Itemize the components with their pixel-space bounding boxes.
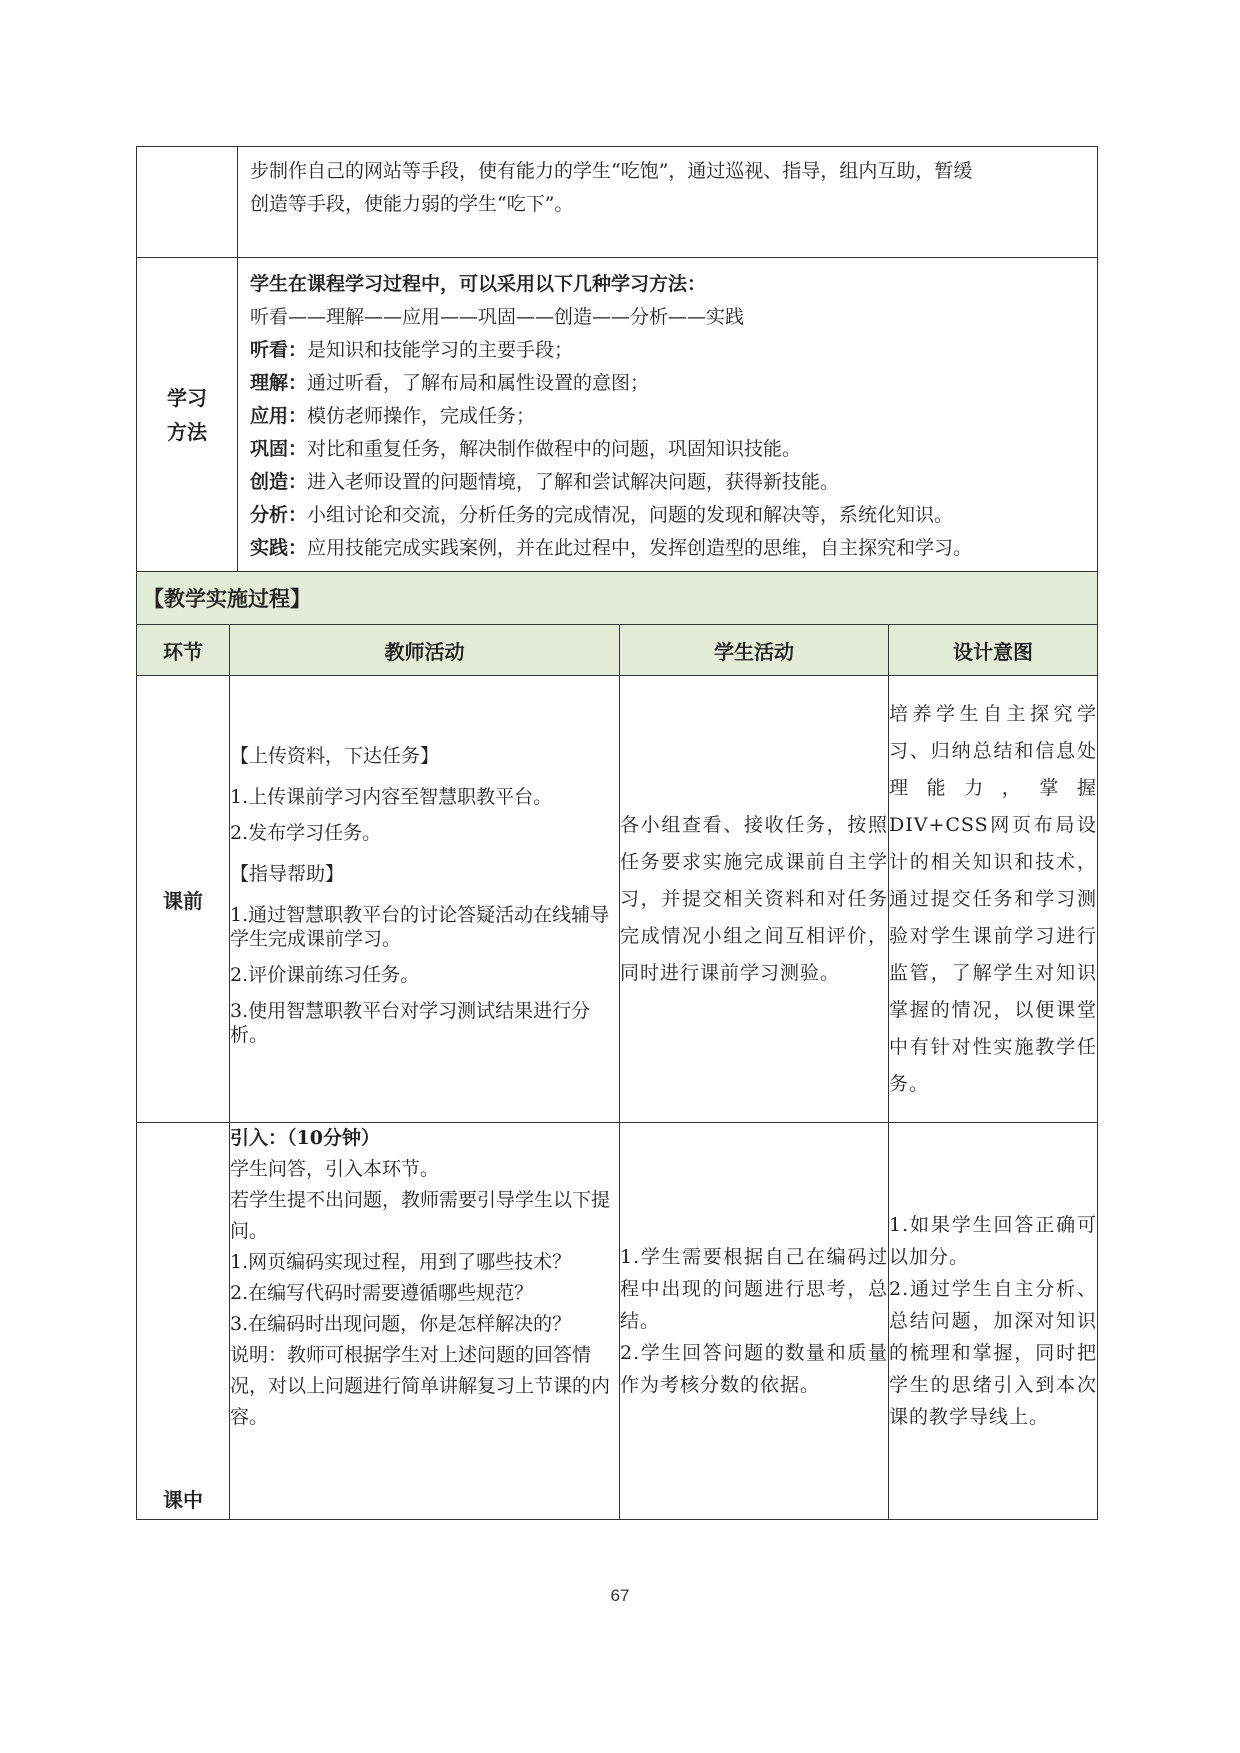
study-method-row	[137, 258, 1098, 572]
stage-pre-class: 课前	[137, 676, 230, 1123]
column-header-row	[137, 625, 1098, 676]
student-activity: 2.学生回答问题的数量和质量作为考核分数的依据。	[620, 1342, 888, 1396]
teacher-item: 1.上传课前学习内容至智慧职教平台。	[230, 786, 553, 808]
teacher-heading: 【上传资料，下达任务】	[230, 745, 440, 767]
design-intent: 1.如果学生回答正确可以加分。	[889, 1214, 1098, 1268]
study-method-flow: 听看——理解——应用——巩固——创造——分析——实践	[250, 306, 745, 328]
teacher-item: 学生问答，引入本环节。	[230, 1158, 440, 1180]
study-method-intro: 学生在课程学习过程中，可以采用以下几种学习方法：	[250, 273, 707, 295]
stage-in-class: 课中	[137, 1123, 230, 1520]
section-header-row	[137, 572, 1098, 625]
pre-class-intent-cell	[889, 676, 1098, 1123]
method-item: 听看：是知识和技能学习的主要手段；	[250, 339, 574, 361]
section-title: 【教学实施过程】	[137, 572, 1098, 625]
student-activity: 1.学生需要根据自己在编码过程中出现的问题进行思考，总结。	[620, 1246, 888, 1332]
continuation-cell	[238, 147, 1098, 258]
method-item: 应用：模仿老师操作，完成任务；	[250, 405, 536, 427]
in-class-intent-cell	[889, 1123, 1098, 1520]
continuation-row	[137, 147, 1098, 258]
in-class-teacher-cell	[230, 1123, 620, 1520]
empty-label-cell	[137, 147, 238, 258]
design-intent: 培养学生自主探究学习、归纳总结和信息处理能力，掌握DIV+CSS网页布局设计的相关知识和技术，通过提交任务和学习测验对学生课前学习进行监管，了解学生对知识掌握的情况，以便课堂中有针对性实施教学任务。	[889, 702, 1098, 1095]
teacher-item: 2.评价课前练习任务。	[230, 964, 420, 986]
column-header-intent: 设计意图	[889, 625, 1098, 676]
in-class-student-cell	[620, 1123, 889, 1520]
continuation-line: 步制作自己的网站等手段，使有能力的学生“吃饱”，通过巡视、指导，组内互助，暂缓	[250, 160, 973, 182]
lesson-plan-table	[136, 146, 1098, 1520]
column-header-student: 学生活动	[620, 625, 889, 676]
in-class-row	[137, 1123, 1098, 1520]
column-header-teacher: 教师活动	[230, 625, 620, 676]
teacher-intro-title: 引入：（10分钟）	[230, 1127, 380, 1149]
teacher-item: 说明：教师可根据学生对上述问题的回答情况，对以上问题进行简单讲解复习上节课的内容。	[230, 1344, 611, 1428]
teacher-item: 2.发布学习任务。	[230, 822, 382, 844]
teacher-item: 1.网页编码实现过程，用到了哪些技术？	[230, 1251, 572, 1273]
method-item: 创造：进入老师设置的问题情境，了解和尝试解决问题，获得新技能。	[250, 471, 840, 493]
study-method-body	[238, 258, 1098, 572]
pre-class-student-cell	[620, 676, 889, 1123]
method-item: 分析：小组讨论和交流，分析任务的完成情况，问题的发现和解决等，系统化知识。	[250, 504, 954, 526]
page-number: 67	[610, 1586, 630, 1605]
teacher-item: 3.使用智慧职教平台对学习测试结果进行分析。	[230, 1000, 591, 1046]
teacher-item: 2.在编写代码时需要遵循哪些规范？	[230, 1282, 534, 1304]
method-item: 巩固：对比和重复任务，解决制作做程中的问题，巩固知识技能。	[250, 438, 802, 460]
study-method-label: 学习 方法	[137, 258, 238, 572]
continuation-line: 创造等手段，使能力弱的学生“吃下”。	[250, 193, 574, 215]
teacher-item: 1.通过智慧职教平台的讨论答疑活动在线辅导学生完成课前学习。	[230, 904, 610, 950]
design-intent: 2.通过学生自主分析、总结问题，加深对知识的梳理和掌握，同时把学生的思绪引入到本次课的教学导线上。	[889, 1278, 1098, 1428]
column-header-stage: 环节	[137, 625, 230, 676]
method-item: 实践：应用技能完成实践案例，并在此过程中，发挥创造型的思维，自主探究和学习。	[250, 537, 973, 559]
teacher-heading: 【指导帮助】	[230, 863, 345, 885]
pre-class-row	[137, 676, 1098, 1123]
teacher-item: 3.在编码时出现问题，你是怎样解决的？	[230, 1313, 572, 1335]
teacher-item: 若学生提不出问题，教师需要引导学生以下提问。	[230, 1189, 611, 1242]
method-item: 理解：通过听看，了解布局和属性设置的意图；	[250, 372, 650, 394]
pre-class-teacher-cell	[230, 676, 620, 1123]
student-activity: 各小组查看、接收任务，按照任务要求实施完成课前自主学习，并提交相关资料和对任务完成情况小组之间互相评价，同时进行课前学习测验。	[620, 813, 888, 984]
